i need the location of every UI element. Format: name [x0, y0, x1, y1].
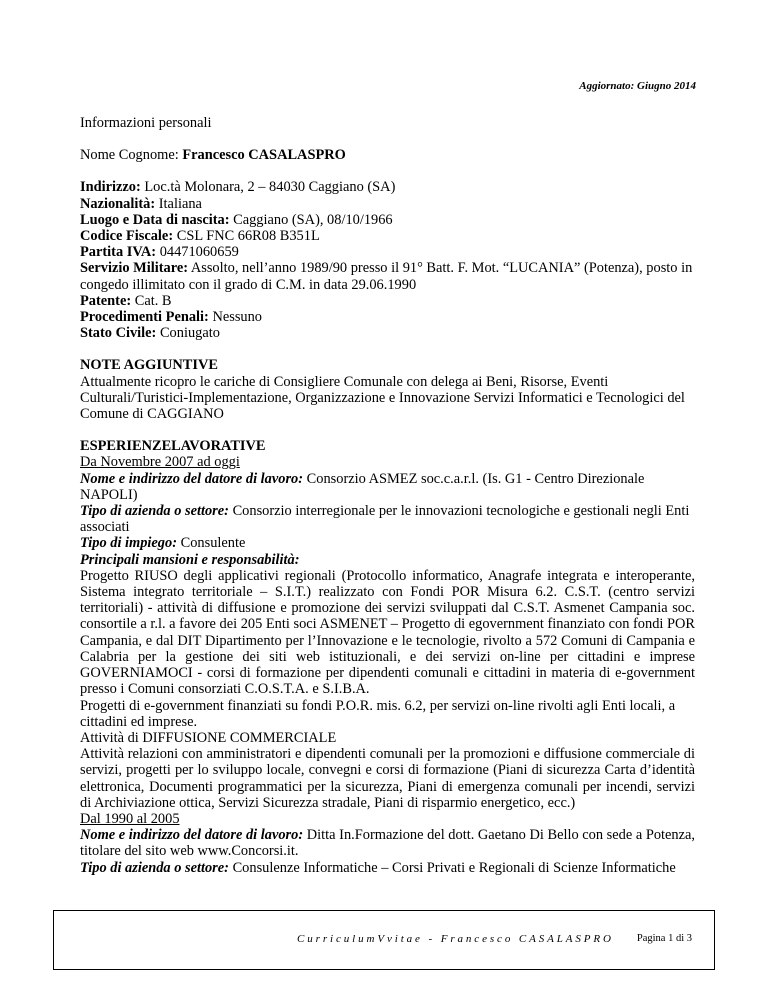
field-value: 04471060659	[159, 244, 239, 261]
duties-label: Principali mansioni e responsabilità:	[80, 551, 300, 568]
field-vat	[80, 244, 695, 260]
sector-value: Consorzio interregionale per le innovazioni tecnologiche e gestionali negli Enti associati	[80, 503, 690, 536]
field-military	[80, 260, 695, 292]
field-label: Procedimenti Penali:	[80, 309, 209, 326]
notes-title: NOTE AGGIUNTIVE	[80, 357, 218, 374]
experience-title: ESPERIENZELAVORATIVE	[80, 438, 266, 455]
field-label: Nazionalità:	[80, 195, 156, 212]
field-value: Cat. B	[134, 292, 172, 309]
job-employer	[80, 471, 695, 503]
employer-label: Nome e indirizzo del datore di lavoro:	[80, 470, 304, 487]
footer-document-label: CurriculumVvitae - Francesco CASALASPRO	[297, 933, 614, 945]
employer-label: Nome e indirizzo del datore di lavoro:	[80, 827, 304, 844]
employer-value: Ditta In.Formazione del dott. Gaetano Di Bello con sede a Potenza, titolare del sito web www.Concorsi.it.	[80, 827, 695, 860]
job-type	[80, 535, 695, 551]
employer-value: Consorzio ASMEZ soc.c.a.r.l. (Is. G1 - Centro Direzionale NAPOLI)	[80, 470, 645, 503]
page-number: Pagina 1 di 3	[636, 933, 692, 944]
field-value: Nessuno	[212, 309, 263, 326]
job-sector	[80, 503, 695, 535]
field-value: Assolto, nell’anno 1989/90 presso il 91° Batt. F. Mot. “LUCANIA” (Potenza), posto in congedo illimitato con il grado di C.M. in data 29.06.1990	[80, 260, 693, 293]
job-type-label: Tipo di impiego:	[80, 535, 177, 552]
last-updated-note: Aggiornato: Giugno 2014	[579, 80, 696, 92]
job-employer	[80, 827, 695, 859]
field-address	[80, 179, 695, 195]
job-period: Da Novembre 2007 ad oggi	[80, 454, 240, 471]
sector-value: Consulenze Informatiche – Corsi Privati e Regionali di Scienze Informatiche	[232, 859, 676, 876]
diffusion-title: Attività di DIFFUSIONE COMMERCIALE	[80, 729, 337, 746]
field-label: Codice Fiscale:	[80, 228, 174, 245]
name-line	[80, 147, 695, 163]
field-license	[80, 293, 695, 309]
field-label: Servizio Militare:	[80, 260, 189, 277]
field-value: Loc.tà Molonara, 2 – 84030 Caggiano (SA)	[144, 179, 396, 196]
field-value: Caggiano (SA), 08/10/1966	[233, 211, 393, 228]
field-label: Partita IVA:	[80, 244, 157, 261]
diffusion-text: Attività relazioni con amministratori e dipendenti comunali per la promozioni e diffusione commerciale di servizi, progetti per lo sviluppo locale, convegni e corsi di formazione (Piani di sicurezza Carta d’identità elettronica, Documenti programmatici per la sicurezza, Piani di emergenza comunali per incendi, servizi di Archiviazione ottica, Servizi Sicurezza stradale, Piani di risparmio energetico, ecc.)	[80, 746, 695, 811]
sector-label: Tipo di azienda o settore:	[80, 503, 229, 520]
name-value: Francesco CASALASPRO	[182, 147, 346, 164]
field-value: Coniugato	[159, 325, 220, 342]
field-value: CSL FNC 66R08 B351L	[176, 228, 320, 245]
field-label: Luogo e Data di nascita:	[80, 211, 230, 228]
job-sector	[80, 860, 695, 876]
notes-text: Attualmente ricopro le cariche di Consigliere Comunale con delega ai Beni, Risorse, Eventi Culturali/Turistici-Implementazione, Organizzazione e Innovazione Servizi Informatici e Tecnologici del Comune di CAGGIANO	[80, 373, 685, 423]
duties-text-2: Progetti di e-government finanziati su fondi P.O.R. mis. 6.2, per servizi on-line rivolti agli Enti locali, a cittadini ed imprese.	[80, 697, 676, 730]
field-criminal	[80, 309, 695, 325]
section-title-personal: Informazioni personali	[80, 115, 212, 131]
field-tax-code	[80, 228, 695, 244]
name-label: Nome Cognome:	[80, 147, 179, 164]
job-period: Dal 1990 al 2005	[80, 810, 180, 827]
duties-text: Progetto RIUSO degli applicativi regionali (Protocollo informatico, Anagrafe integrata e interoperante, Sistema integrato territoriale – S.I.T.) realizzato con Fondi POR Misura 6.2. C.S.T. (centro servizi territoriali) - attività di diffusione e promozione dei servizi sviluppati dal C.S.T. Asmenet Campania soc. consortile a r.l. a favore dei 205 Enti soci ASMENET – Progetto di egovernment finanziato con fondi POR Campania, e dal DIT Dipartimento per l’Innovazione e le tecnologie, rivolto a 572 Comuni di Campania e Calabria per la gestione dei siti web istituzionali, e dei servizi on-line per cittadini e imprese GOVERNIAMOCI - corsi di formazione per dipendenti comunali e cittadini in materia di e-government presso i Comuni consorziati C.O.S.T.A. e S.I.B.A.	[80, 567, 695, 698]
job-type-value: Consulente	[180, 535, 246, 552]
field-label: Stato Civile:	[80, 325, 157, 342]
cv-body	[80, 115, 695, 876]
field-birth	[80, 212, 695, 228]
field-label: Indirizzo:	[80, 179, 141, 196]
field-nationality	[80, 196, 695, 212]
field-marital	[80, 325, 695, 341]
page-footer	[53, 910, 715, 970]
field-label: Patente:	[80, 292, 132, 309]
field-value: Italiana	[158, 195, 202, 212]
sector-label: Tipo di azienda o settore:	[80, 859, 229, 876]
